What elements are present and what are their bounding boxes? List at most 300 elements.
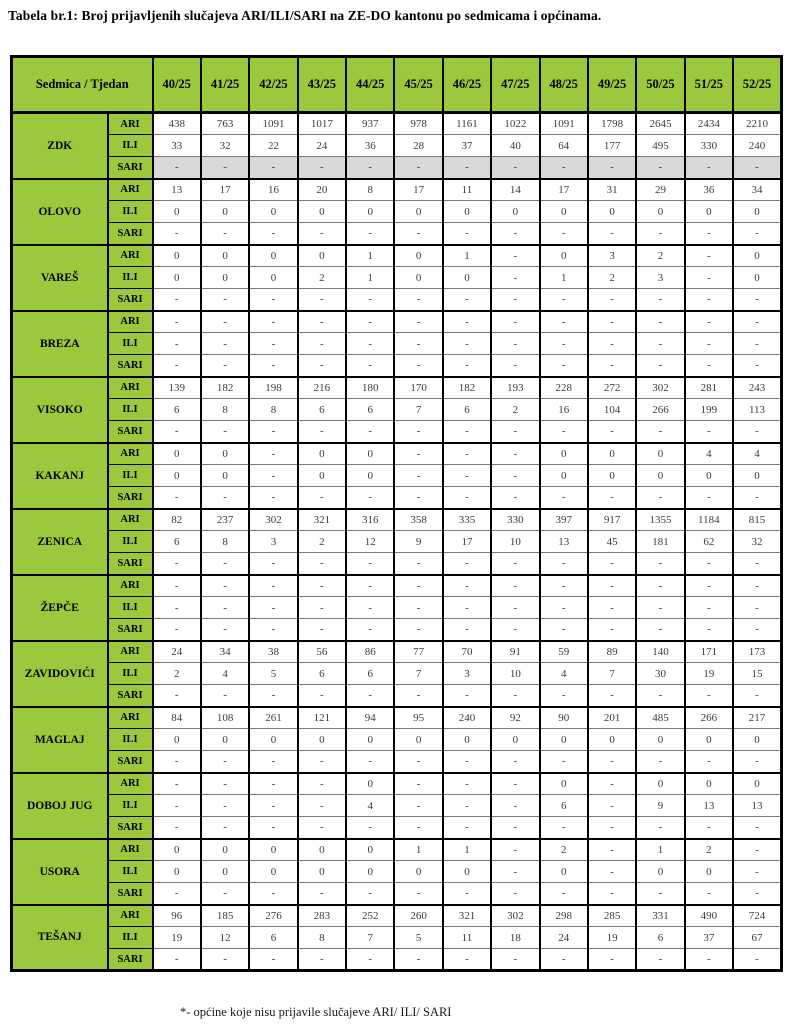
data-cell: 0 — [298, 465, 346, 487]
data-cell: 0 — [491, 729, 539, 751]
data-cell: - — [491, 751, 539, 773]
table-row — [12, 685, 782, 707]
data-cell: - — [249, 773, 297, 795]
header-row — [12, 57, 782, 113]
data-cell: 0 — [443, 729, 491, 751]
data-cell: 0 — [636, 201, 684, 223]
row-type-label: SARI — [108, 751, 153, 773]
data-cell: - — [201, 817, 249, 839]
week-header: 40/25 — [153, 57, 201, 113]
ari-ili-sari-table — [10, 55, 783, 972]
data-cell: - — [491, 289, 539, 311]
data-cell: - — [491, 575, 539, 597]
data-cell: - — [685, 487, 733, 509]
data-cell: 1 — [346, 267, 394, 289]
data-cell: - — [636, 223, 684, 245]
data-cell: - — [733, 597, 782, 619]
data-cell: - — [394, 949, 442, 971]
data-cell: - — [685, 619, 733, 641]
row-type-label: SARI — [108, 487, 153, 509]
data-cell: 19 — [153, 927, 201, 949]
data-cell: 19 — [588, 927, 636, 949]
data-cell: 1161 — [443, 113, 491, 135]
data-cell: - — [249, 817, 297, 839]
data-cell: 0 — [733, 465, 782, 487]
data-cell: - — [588, 751, 636, 773]
data-cell: 7 — [394, 663, 442, 685]
data-cell: - — [153, 355, 201, 377]
data-cell: 13 — [733, 795, 782, 817]
data-cell: 32 — [733, 531, 782, 553]
data-cell: 198 — [249, 377, 297, 399]
data-cell: - — [636, 487, 684, 509]
data-cell: - — [153, 597, 201, 619]
data-cell: - — [249, 597, 297, 619]
data-cell: - — [394, 157, 442, 179]
data-cell: - — [443, 597, 491, 619]
data-cell: - — [540, 333, 588, 355]
data-cell: 67 — [733, 927, 782, 949]
data-cell: 0 — [491, 201, 539, 223]
table-row — [12, 289, 782, 311]
data-cell: - — [588, 421, 636, 443]
data-cell: - — [685, 883, 733, 905]
data-cell: - — [733, 311, 782, 333]
data-cell: - — [443, 487, 491, 509]
data-cell: - — [346, 597, 394, 619]
data-cell: - — [540, 553, 588, 575]
data-cell: - — [153, 487, 201, 509]
data-cell: 8 — [298, 927, 346, 949]
data-cell: 2 — [298, 531, 346, 553]
data-cell: 0 — [540, 861, 588, 883]
table-row — [12, 135, 782, 157]
data-cell: 6 — [540, 795, 588, 817]
municipality-band — [12, 641, 782, 707]
data-cell: - — [443, 157, 491, 179]
data-cell: 0 — [588, 201, 636, 223]
table-row — [12, 597, 782, 619]
data-cell: - — [540, 883, 588, 905]
data-cell: - — [346, 817, 394, 839]
data-cell: - — [540, 817, 588, 839]
data-cell: 6 — [298, 399, 346, 421]
data-cell: 19 — [685, 663, 733, 685]
data-cell: - — [298, 355, 346, 377]
data-cell: 177 — [588, 135, 636, 157]
data-cell: 9 — [394, 531, 442, 553]
municipality-band — [12, 905, 782, 971]
table-row — [12, 641, 782, 663]
municipality-band — [12, 773, 782, 839]
data-cell: 22 — [249, 135, 297, 157]
data-cell: - — [394, 223, 442, 245]
data-cell: - — [491, 421, 539, 443]
data-cell: 0 — [346, 729, 394, 751]
data-cell: 0 — [394, 861, 442, 883]
data-cell: 28 — [394, 135, 442, 157]
data-cell: 9 — [636, 795, 684, 817]
data-cell: - — [733, 553, 782, 575]
row-type-label: ILI — [108, 531, 153, 553]
data-cell: 95 — [394, 707, 442, 729]
data-cell: 0 — [540, 245, 588, 267]
municipality-label: KAKANJ — [12, 443, 108, 509]
data-cell: - — [394, 795, 442, 817]
row-type-label: ARI — [108, 179, 153, 201]
data-cell: 243 — [733, 377, 782, 399]
data-cell: - — [298, 883, 346, 905]
data-cell: - — [153, 333, 201, 355]
data-cell: 0 — [540, 465, 588, 487]
row-type-label: ILI — [108, 729, 153, 751]
data-cell: 0 — [540, 201, 588, 223]
data-cell: - — [201, 685, 249, 707]
data-cell: 4 — [540, 663, 588, 685]
data-cell: 0 — [249, 245, 297, 267]
data-cell: 0 — [733, 729, 782, 751]
data-cell: 104 — [588, 399, 636, 421]
data-cell: 2 — [153, 663, 201, 685]
data-cell: 2210 — [733, 113, 782, 135]
data-cell: 17 — [394, 179, 442, 201]
data-cell: 32 — [201, 135, 249, 157]
row-type-label: ILI — [108, 663, 153, 685]
data-cell: 4 — [201, 663, 249, 685]
data-cell: 10 — [491, 663, 539, 685]
data-cell: - — [346, 333, 394, 355]
data-cell: - — [636, 597, 684, 619]
data-cell: - — [153, 685, 201, 707]
data-cell: 0 — [636, 861, 684, 883]
week-header: 41/25 — [201, 57, 249, 113]
data-cell: - — [249, 619, 297, 641]
row-type-label: ARI — [108, 113, 153, 135]
data-cell: 84 — [153, 707, 201, 729]
table-row — [12, 707, 782, 729]
week-header: 45/25 — [394, 57, 442, 113]
data-cell: - — [298, 685, 346, 707]
data-cell: - — [491, 949, 539, 971]
data-cell: - — [588, 553, 636, 575]
data-cell: 17 — [540, 179, 588, 201]
data-cell: 5 — [249, 663, 297, 685]
data-cell: - — [346, 883, 394, 905]
data-cell: - — [394, 575, 442, 597]
data-cell: - — [346, 751, 394, 773]
data-cell: - — [394, 553, 442, 575]
data-cell: 0 — [733, 245, 782, 267]
data-cell: 0 — [298, 861, 346, 883]
data-cell: 13 — [685, 795, 733, 817]
data-cell: - — [443, 223, 491, 245]
data-cell: 228 — [540, 377, 588, 399]
data-cell: 89 — [588, 641, 636, 663]
data-cell: 16 — [249, 179, 297, 201]
data-cell: - — [636, 333, 684, 355]
data-cell: 6 — [249, 927, 297, 949]
data-cell: - — [491, 839, 539, 861]
data-cell: 0 — [201, 465, 249, 487]
data-cell: 34 — [733, 179, 782, 201]
data-cell: - — [636, 751, 684, 773]
data-cell: 0 — [201, 201, 249, 223]
week-header: 42/25 — [249, 57, 297, 113]
data-cell: 6 — [298, 663, 346, 685]
data-cell: - — [733, 839, 782, 861]
data-cell: 77 — [394, 641, 442, 663]
data-cell: 0 — [201, 861, 249, 883]
data-cell: - — [153, 883, 201, 905]
data-cell: 31 — [588, 179, 636, 201]
data-cell: - — [685, 553, 733, 575]
data-cell: 1184 — [685, 509, 733, 531]
data-cell: 358 — [394, 509, 442, 531]
municipality-label: ŽEPČE — [12, 575, 108, 641]
data-cell: - — [443, 773, 491, 795]
data-cell: - — [201, 597, 249, 619]
data-cell: 0 — [588, 729, 636, 751]
data-cell: - — [298, 421, 346, 443]
municipality-label: ZAVIDOVIĆI — [12, 641, 108, 707]
data-cell: - — [394, 333, 442, 355]
data-cell: 0 — [685, 465, 733, 487]
municipality-label: ZDK — [12, 113, 108, 179]
table-row — [12, 751, 782, 773]
data-cell: - — [443, 443, 491, 465]
data-cell: 260 — [394, 905, 442, 927]
data-cell: 485 — [636, 707, 684, 729]
data-cell: 193 — [491, 377, 539, 399]
data-cell: 0 — [588, 465, 636, 487]
data-cell: 1091 — [249, 113, 297, 135]
row-type-label: SARI — [108, 685, 153, 707]
table-row — [12, 619, 782, 641]
row-type-label: ARI — [108, 707, 153, 729]
data-cell: - — [394, 355, 442, 377]
data-cell: - — [733, 157, 782, 179]
table-row — [12, 443, 782, 465]
data-cell: 7 — [394, 399, 442, 421]
data-cell: 0 — [249, 201, 297, 223]
table-row — [12, 839, 782, 861]
data-cell: - — [153, 421, 201, 443]
data-cell: 173 — [733, 641, 782, 663]
data-cell: - — [491, 795, 539, 817]
data-cell: 0 — [394, 267, 442, 289]
data-cell: - — [201, 289, 249, 311]
data-cell: 335 — [443, 509, 491, 531]
data-cell: 266 — [636, 399, 684, 421]
data-cell: - — [588, 575, 636, 597]
data-cell: 2 — [491, 399, 539, 421]
data-cell: - — [540, 685, 588, 707]
data-cell: - — [588, 949, 636, 971]
municipality-label: MAGLAJ — [12, 707, 108, 773]
data-cell: - — [733, 861, 782, 883]
data-cell: - — [394, 817, 442, 839]
data-cell: - — [153, 311, 201, 333]
data-cell: 108 — [201, 707, 249, 729]
data-cell: 285 — [588, 905, 636, 927]
data-cell: - — [685, 157, 733, 179]
data-cell: - — [443, 575, 491, 597]
table-row — [12, 421, 782, 443]
data-cell: 29 — [636, 179, 684, 201]
data-cell: 70 — [443, 641, 491, 663]
row-type-label: SARI — [108, 355, 153, 377]
data-cell: - — [491, 553, 539, 575]
data-cell: - — [540, 223, 588, 245]
data-cell: 266 — [685, 707, 733, 729]
data-cell: 3 — [249, 531, 297, 553]
table-row — [12, 905, 782, 927]
data-cell: - — [491, 597, 539, 619]
data-cell: 0 — [733, 773, 782, 795]
municipality-label: BREZA — [12, 311, 108, 377]
table-row — [12, 201, 782, 223]
data-cell: - — [685, 751, 733, 773]
data-cell: 2 — [636, 245, 684, 267]
data-cell: 24 — [540, 927, 588, 949]
data-cell: 201 — [588, 707, 636, 729]
data-cell: 24 — [153, 641, 201, 663]
data-cell: - — [201, 355, 249, 377]
data-cell: 0 — [346, 465, 394, 487]
data-cell: - — [636, 421, 684, 443]
table-row — [12, 949, 782, 971]
data-cell: - — [153, 949, 201, 971]
data-cell: - — [491, 267, 539, 289]
data-cell: 8 — [201, 399, 249, 421]
municipality-band — [12, 575, 782, 641]
municipality-band — [12, 245, 782, 311]
table-row — [12, 509, 782, 531]
table-row — [12, 245, 782, 267]
data-cell: 283 — [298, 905, 346, 927]
data-cell: - — [346, 311, 394, 333]
data-cell: 298 — [540, 905, 588, 927]
data-cell: - — [394, 443, 442, 465]
data-cell: - — [443, 421, 491, 443]
data-cell: 6 — [443, 399, 491, 421]
data-cell: - — [249, 443, 297, 465]
data-cell: - — [249, 355, 297, 377]
data-cell: - — [201, 487, 249, 509]
data-cell: - — [249, 487, 297, 509]
data-cell: 0 — [733, 201, 782, 223]
data-cell: - — [249, 333, 297, 355]
data-cell: - — [588, 487, 636, 509]
data-cell: - — [394, 773, 442, 795]
table-row — [12, 465, 782, 487]
data-cell: 0 — [346, 861, 394, 883]
table-row — [12, 817, 782, 839]
data-cell: 0 — [636, 465, 684, 487]
municipality-label: OLOVO — [12, 179, 108, 245]
data-cell: - — [636, 157, 684, 179]
data-cell: 2434 — [685, 113, 733, 135]
municipality-band — [12, 707, 782, 773]
week-header: 50/25 — [636, 57, 684, 113]
table-row — [12, 223, 782, 245]
row-type-label: ARI — [108, 311, 153, 333]
table-row — [12, 399, 782, 421]
data-cell: - — [540, 355, 588, 377]
data-cell: - — [443, 685, 491, 707]
data-cell: - — [733, 575, 782, 597]
data-cell: - — [491, 773, 539, 795]
data-cell: - — [685, 685, 733, 707]
data-cell: - — [298, 817, 346, 839]
data-cell: - — [443, 883, 491, 905]
data-cell: - — [685, 289, 733, 311]
data-cell: - — [443, 817, 491, 839]
data-cell: - — [588, 839, 636, 861]
data-cell: 0 — [153, 443, 201, 465]
data-cell: 90 — [540, 707, 588, 729]
data-cell: - — [346, 289, 394, 311]
data-cell: - — [394, 311, 442, 333]
data-cell: - — [540, 619, 588, 641]
row-type-label: ILI — [108, 597, 153, 619]
data-cell: 18 — [491, 927, 539, 949]
row-type-label: ARI — [108, 575, 153, 597]
data-cell: 0 — [249, 729, 297, 751]
data-cell: - — [685, 597, 733, 619]
data-cell: - — [588, 223, 636, 245]
data-cell: - — [588, 333, 636, 355]
week-header: 47/25 — [491, 57, 539, 113]
data-cell: 0 — [540, 729, 588, 751]
data-cell: 12 — [201, 927, 249, 949]
data-cell: 2645 — [636, 113, 684, 135]
data-cell: 4 — [685, 443, 733, 465]
municipality-band — [12, 443, 782, 509]
data-cell: 13 — [540, 531, 588, 553]
row-type-label: ILI — [108, 465, 153, 487]
data-cell: - — [201, 619, 249, 641]
data-cell: - — [394, 421, 442, 443]
data-cell: - — [636, 949, 684, 971]
data-cell: - — [249, 795, 297, 817]
table-row — [12, 861, 782, 883]
data-cell: - — [249, 751, 297, 773]
data-cell: - — [685, 575, 733, 597]
data-cell: 16 — [540, 399, 588, 421]
row-type-label: ARI — [108, 443, 153, 465]
data-cell: - — [394, 751, 442, 773]
data-cell: - — [201, 553, 249, 575]
data-cell: 0 — [153, 267, 201, 289]
data-cell: - — [298, 311, 346, 333]
table-row — [12, 729, 782, 751]
data-cell: 1 — [540, 267, 588, 289]
data-cell: - — [540, 311, 588, 333]
data-cell: 3 — [443, 663, 491, 685]
data-cell: 2 — [298, 267, 346, 289]
data-cell: 1 — [346, 245, 394, 267]
data-cell: 321 — [443, 905, 491, 927]
data-cell: - — [588, 817, 636, 839]
data-cell: - — [636, 289, 684, 311]
data-cell: - — [491, 311, 539, 333]
data-cell: - — [636, 883, 684, 905]
row-type-label: ILI — [108, 795, 153, 817]
data-cell: - — [491, 355, 539, 377]
data-cell: - — [491, 883, 539, 905]
data-cell: 240 — [733, 135, 782, 157]
